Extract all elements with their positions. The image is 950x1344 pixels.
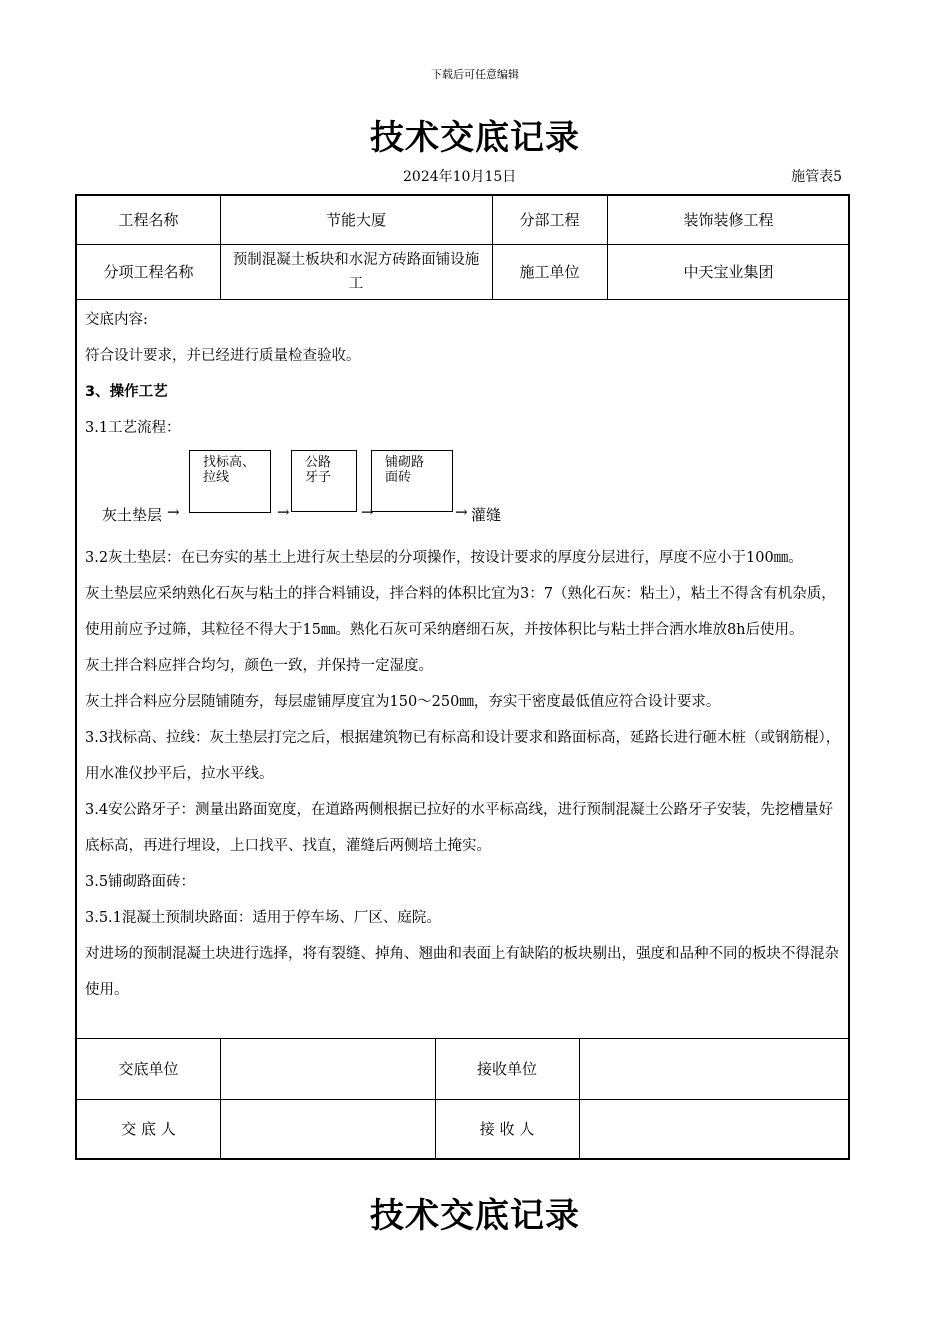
content-label: 交底内容: <box>85 312 148 328</box>
content-line: 3.1工艺流程： <box>85 420 181 436</box>
issuer-unit-label: 交底单位 <box>118 1059 179 1078</box>
receiver-label: 接 收 人 <box>479 1120 535 1138</box>
project-name: 节能大厦 <box>325 211 386 229</box>
subitem-name: 预制混凝土板块和水泥方砖路面铺设施工 <box>232 251 480 292</box>
page-title: 技术交底记录 <box>370 118 580 158</box>
paragraph: 灰土垫层应采纳熟化石灰与粘土的拌合料铺设，拌合料的体积比宜为3：7（熟化石灰：粘土），粘土不得含有机杂质，使用前应予过筛，其粒径不得大于15㎜。熟化石灰可采纳磨细石灰，并按体积比与粘土拌合洒水堆放8h后使用。 <box>85 586 836 638</box>
issuer-field[interactable] <box>220 1099 435 1159</box>
issuer-unit-field[interactable] <box>220 1038 435 1099</box>
project-name-label: 工程名称 <box>118 211 179 229</box>
receiver-field[interactable] <box>579 1099 850 1159</box>
header-note: 下载后可任意编辑 <box>431 68 519 81</box>
subitem-label: 分项工程名称 <box>103 262 194 281</box>
contractor-label: 施工单位 <box>519 262 580 281</box>
content-line: 符合设计要求，并已经进行质量检查验收。 <box>85 348 361 364</box>
flow-step: 找标高、拉线 <box>189 450 271 513</box>
paragraph: 3.5铺砌路面砖： <box>85 874 196 890</box>
contractor: 中天宝业集团 <box>683 262 774 281</box>
receiver-unit-label: 接收单位 <box>476 1059 537 1078</box>
flow-start: 灰土垫层 <box>102 506 163 524</box>
arrow-icon: → <box>361 503 374 521</box>
record-date: 2024年10月15日 <box>403 169 517 185</box>
process-flow <box>85 446 843 544</box>
form-number: 施管表5 <box>791 169 842 185</box>
paragraph: 3.3找标高、拉线：灰土垫层打完之后，根据建筑物已有标高和设计要求和路面标高，延路长进行砸木桩（或钢筋棍），用水准仪抄平后，拉水平线。 <box>85 730 841 782</box>
arrow-icon: → <box>455 503 468 521</box>
flow-step: 铺砌路面砖 <box>371 450 453 512</box>
flow-end: 灌缝 <box>471 506 502 524</box>
arrow-icon: → <box>167 503 180 521</box>
flow-step: 公路牙子 <box>291 450 357 512</box>
paragraph: 3.2灰土垫层：在已夯实的基土上进行灰土垫层的分项操作，按设计要求的厚度分层进行，厚度不应小于100㎜。 <box>85 550 803 566</box>
paragraph: 灰土拌合料应分层随铺随夯，每层虚铺厚度宜为150～250㎜，夯实干密度最低值应符合设计要求。 <box>85 694 721 710</box>
paragraph: 对进场的预制混凝土块进行选择，将有裂缝、掉角、翘曲和表面上有缺陷的板块剔出，强度和品种不同的板块不得混杂使用。 <box>85 946 839 998</box>
paragraph: 灰土拌合料应拌合均匀，颜色一致，并保持一定湿度。 <box>85 658 433 674</box>
paragraph: 3.5.1混凝土预制块路面：适用于停车场、厂区、庭院。 <box>85 910 441 926</box>
briefing-content <box>85 302 843 1008</box>
issuer-label: 交 底 人 <box>121 1120 176 1138</box>
arrow-icon: → <box>277 503 290 521</box>
receiver-unit-field[interactable] <box>579 1038 850 1099</box>
division: 装饰装修工程 <box>683 211 774 229</box>
division-label: 分部工程 <box>519 211 580 229</box>
record-table <box>75 194 850 1160</box>
next-page-title: 技术交底记录 <box>370 1196 580 1236</box>
paragraph: 3.4安公路牙子：测量出路面宽度，在道路两侧根据已拉好的水平标高线，进行预制混凝土公路牙子安装，先挖槽量好底标高，再进行埋设，上口找平、找直，灌缝后两侧培土掩实。 <box>85 802 834 854</box>
section-heading: 3、操作工艺 <box>85 384 168 400</box>
